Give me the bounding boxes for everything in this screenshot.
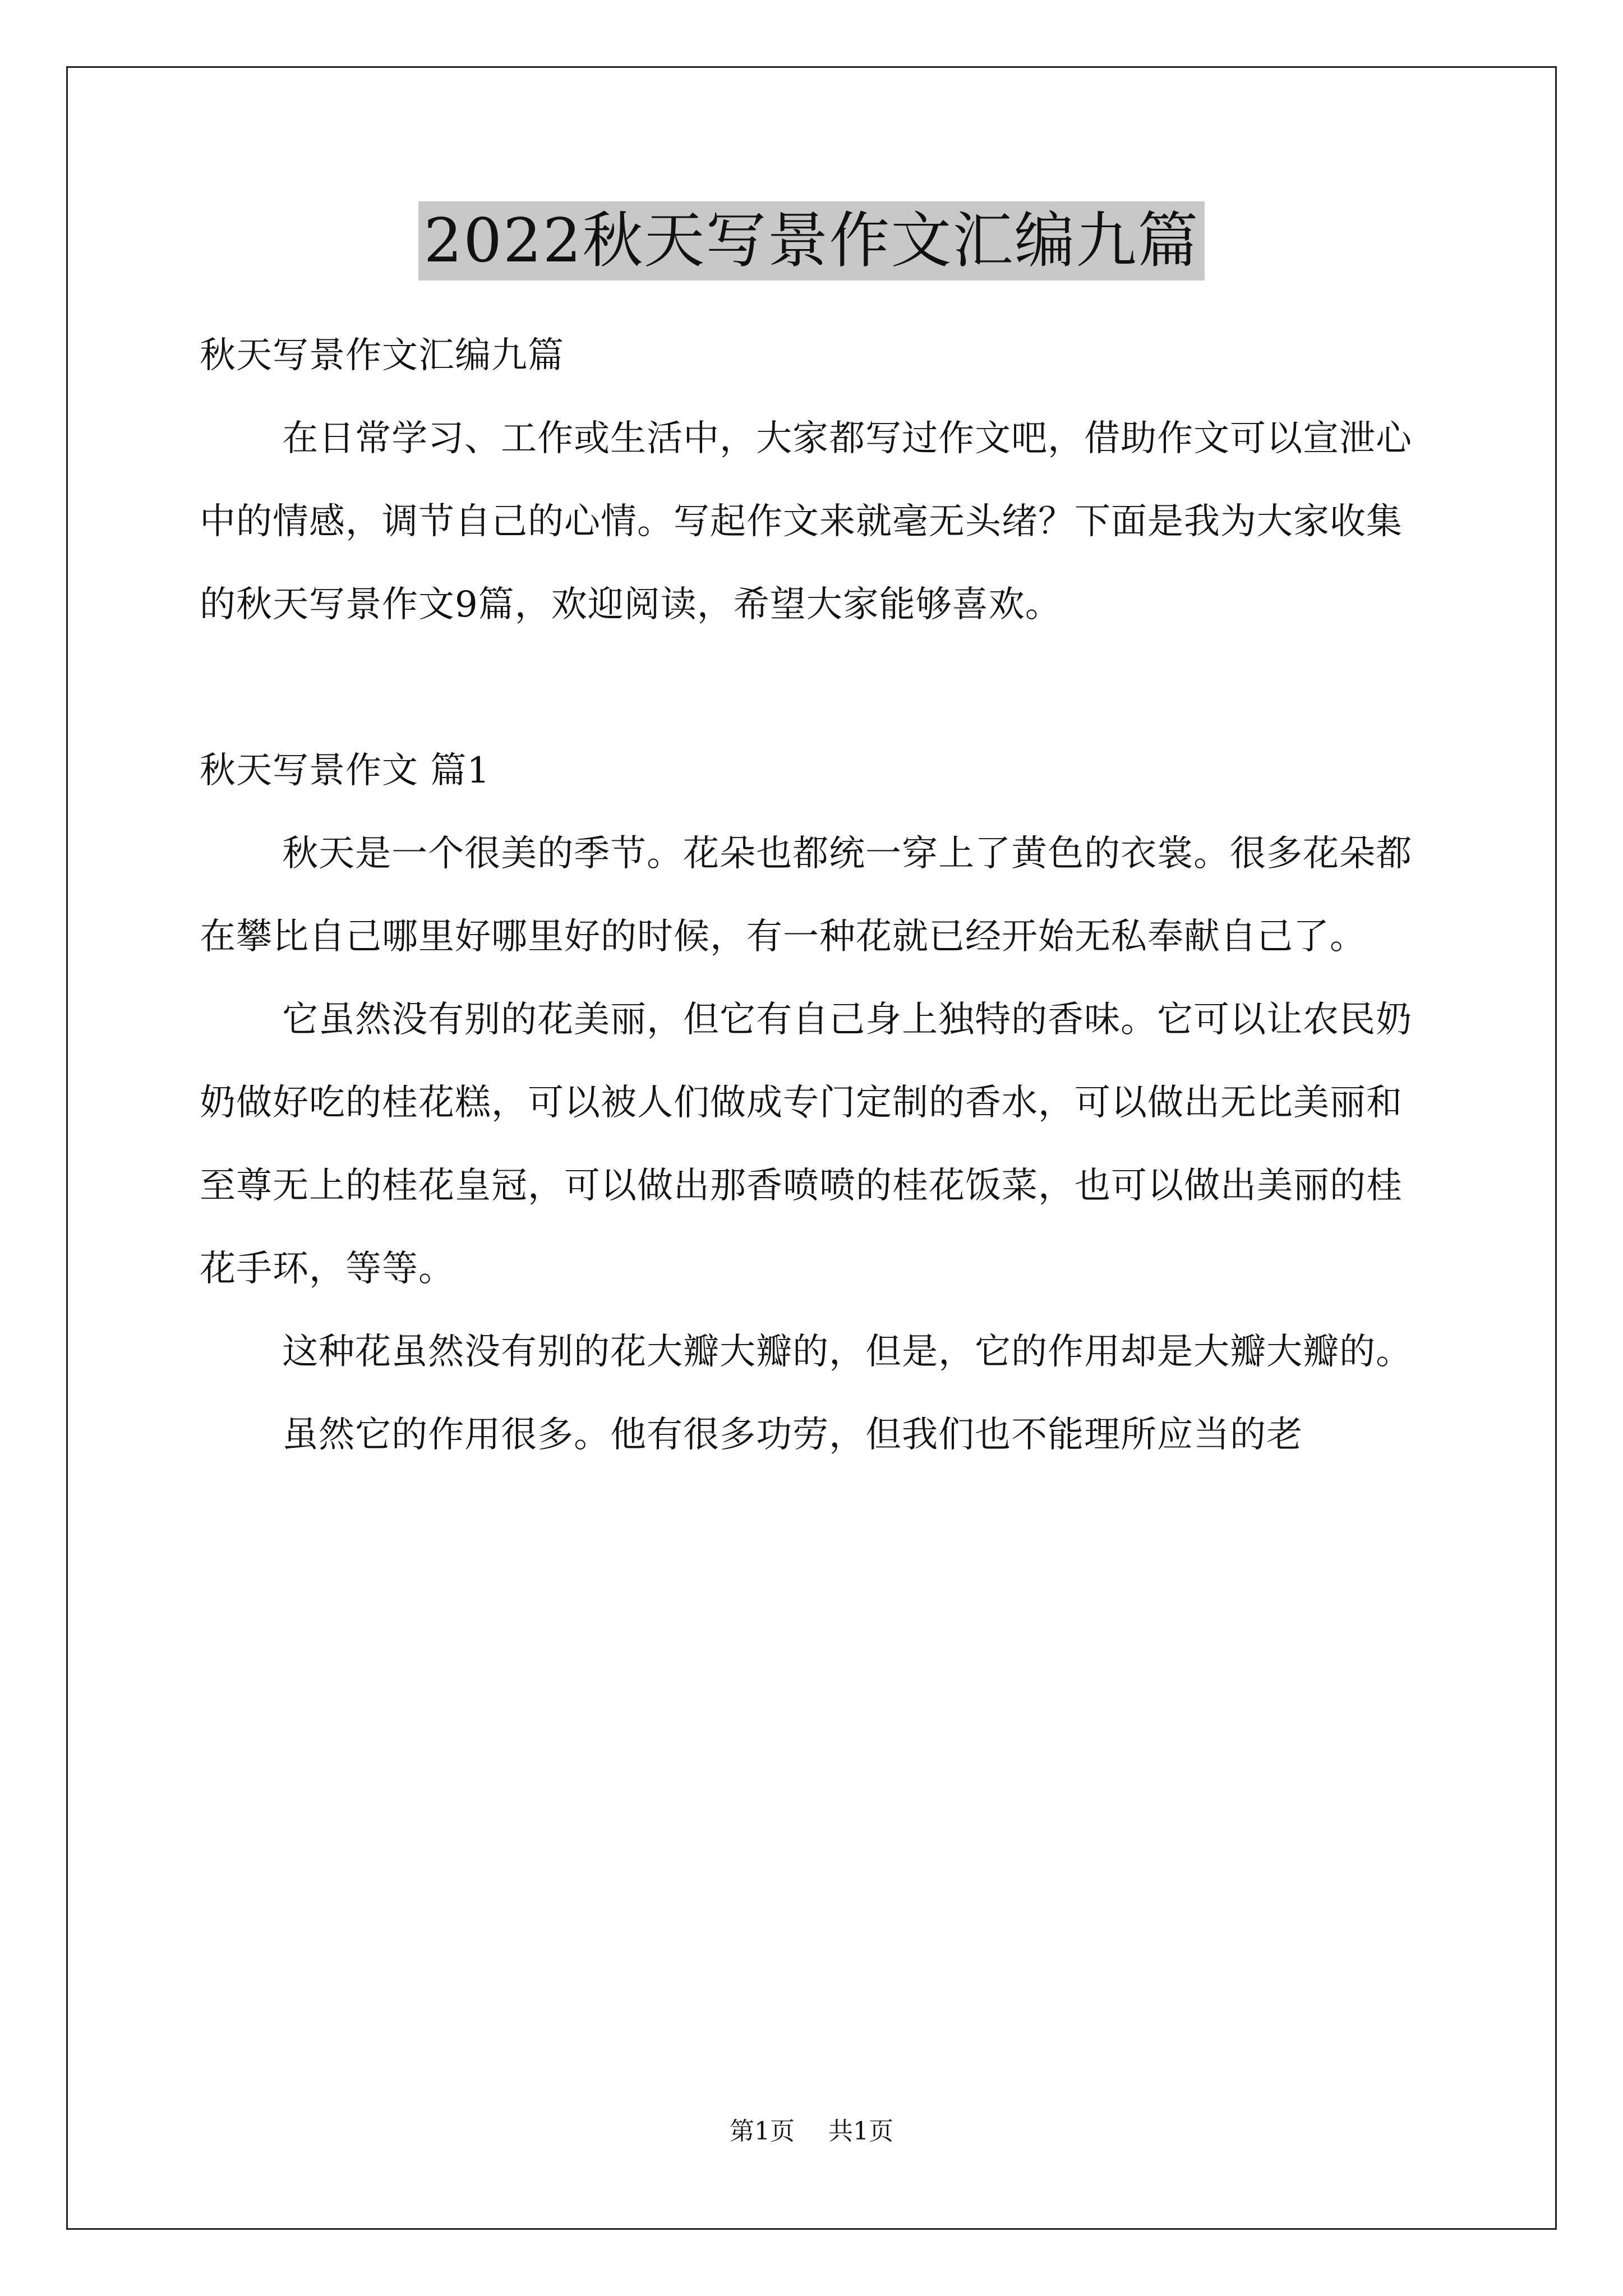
document-body (200, 314, 1428, 1476)
intro-paragraph: 在日常学习、工作或生活中，大家都写过作文吧，借助作文可以宣泄心中的情感，调节自己的心情。写起作文来就毫无头绪？下面是我为大家收集的秋天写景作文9篇，欢迎阅读，希望大家能够喜欢。 (200, 418, 1413, 625)
page-footer (0, 2115, 1623, 2148)
page-total: 共1页 (828, 2117, 893, 2146)
section-heading: 秋天写景作文 篇1 (200, 750, 491, 792)
page-number: 第1页 (730, 2117, 795, 2146)
body-paragraph: 秋天是一个很美的季节。花朵也都统一穿上了黄色的衣裳。很多花朵都在攀比自己哪里好哪里好的时候，有一种花就已经开始无私奉献自己了。 (200, 833, 1413, 958)
body-paragraph: 它虽然没有别的花美丽，但它有自己身上独特的香味。它可以让农民奶奶做好吃的桂花糕，可以被人们做成专门定制的香水，可以做出无比美丽和至尊无上的桂花皇冠，可以做出那香喷喷的桂花饭菜，也可以做出美丽的桂花手环，等等。 (200, 999, 1413, 1290)
document-title-text: 2022秋天写景作文汇编九篇 (418, 201, 1205, 280)
body-paragraph: 虽然它的作用很多。他有很多功劳，但我们也不能理所应当的老 (282, 1414, 1303, 1456)
document-title (0, 202, 1623, 280)
section-spacer (200, 646, 1428, 729)
document-subtitle: 秋天写景作文汇编九篇 (200, 335, 564, 376)
body-paragraph: 这种花虽然没有别的花大瓣大瓣的，但是，它的作用却是大瓣大瓣的。 (282, 1331, 1413, 1373)
